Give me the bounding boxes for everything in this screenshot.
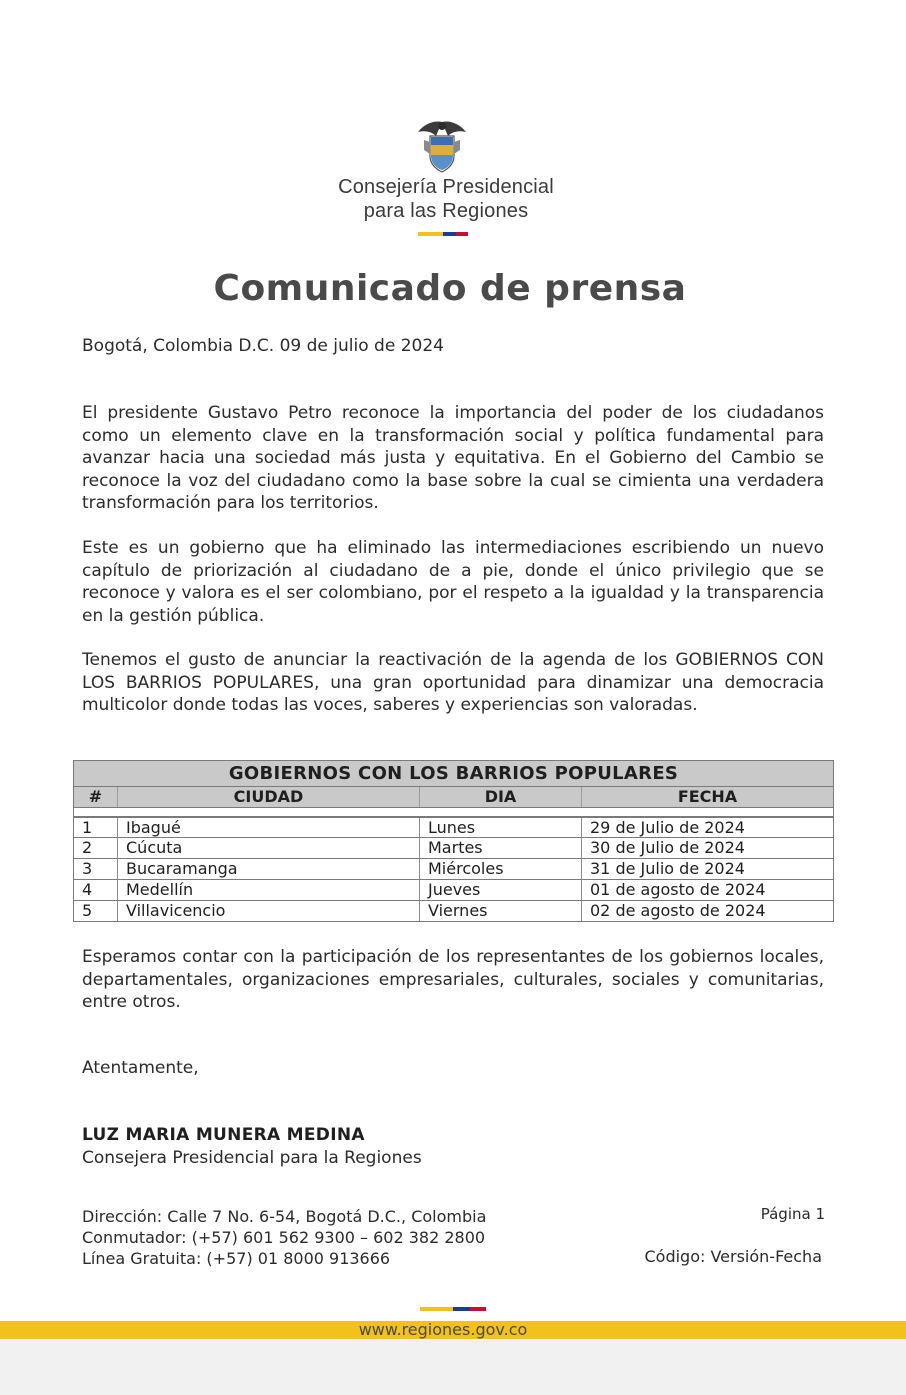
cell-number: 4 (74, 880, 118, 900)
cell-day: Viernes (420, 901, 582, 921)
header-city: CIUDAD (118, 787, 420, 807)
closing-salutation: Atentamente, (82, 1058, 199, 1078)
cell-city: Villavicencio (118, 901, 420, 921)
flag-stripe-top (418, 232, 468, 236)
paragraph-3: Tenemos el gusto de anunciar la reactivación de la agenda de los GOBIERNOS CON LOS BARRIOS POPULARES, una gran oportunidad para dinamizar una democracia multicolor donde todas las voces, saberes y experiencias son valoradas. (82, 650, 824, 715)
footer-toll-free: Línea Gratuita: (+57) 01 8000 913666 (82, 1249, 391, 1268)
table-spacer (73, 808, 834, 816)
cell-date: 30 de Julio de 2024 (590, 838, 745, 857)
table-row (73, 817, 834, 838)
header-date: FECHA (677, 787, 738, 806)
cell-city: Ibagué (118, 818, 420, 837)
signer-name: LUZ MARIA MUNERA MEDINA (82, 1125, 365, 1145)
document-code: Código: Versión-Fecha (644, 1247, 822, 1266)
cell-city: Bucaramanga (118, 859, 420, 879)
cell-number: 3 (74, 859, 118, 879)
cell-date: 02 de agosto de 2024 (590, 901, 766, 920)
cell-day: Miércoles (420, 859, 582, 879)
page-title: Comunicado de prensa (213, 268, 687, 309)
cell-number: 5 (74, 901, 118, 921)
table-header-row (73, 786, 834, 808)
website-link[interactable]: www.regiones.gov.co (358, 1320, 528, 1339)
cell-day: Lunes (420, 818, 582, 837)
table-row (73, 901, 834, 922)
screen-bottom-area (0, 1340, 906, 1395)
table-row (73, 880, 834, 901)
cell-day: Jueves (420, 880, 582, 900)
paragraph-4: Esperamos contar con la participación de los representantes de los gobiernos locales, departamentales, organizaciones empresariales, culturales, sociales y comunitarias, entre otros. (82, 947, 824, 1012)
table-row (73, 838, 834, 859)
cell-day: Martes (420, 838, 582, 858)
header-day: DIA (420, 787, 582, 807)
cell-city: Medellín (118, 880, 420, 900)
table-body (73, 816, 834, 922)
header-number: # (74, 787, 118, 807)
paragraph-2: Este es un gobierno que ha eliminado las intermediaciones escribiendo un nuevo capítulo de priorización al ciudadano de a pie, donde el único privilegio que se reconoce y valora es el ser colombiano, por el respeto a la igualdad y la transparencia en la gestión pública. (82, 538, 824, 626)
footer-switchboard: Conmutador: (+57) 601 562 9300 – 602 382 2800 (82, 1228, 486, 1247)
paragraph-1: El presidente Gustavo Petro reconoce la importancia del poder de los ciudadanos como un elemento clave en la transformación social y política fundamental para avanzar hacia una sociedad más justa y equitativa. En el Gobierno del Cambio se reconoce la voz del ciudadano como la base sobre la cual se cimienta una verdadera transformación para los territorios. (82, 403, 824, 513)
cell-date: 01 de agosto de 2024 (590, 880, 766, 899)
flag-stripe-bottom (420, 1307, 486, 1311)
footer-address: Dirección: Calle 7 No. 6-54, Bogotá D.C., Colombia (82, 1207, 487, 1226)
colombia-coat-of-arms-icon (416, 118, 468, 174)
org-name-line1: Consejería Presidencial (338, 176, 554, 198)
table-row (73, 859, 834, 880)
dateline: Bogotá, Colombia D.C. 09 de julio de 2024 (82, 336, 444, 356)
table-title: GOBIERNOS CON LOS BARRIOS POPULARES (73, 760, 834, 786)
footer-contact (82, 1206, 486, 1269)
cell-number: 1 (74, 818, 118, 837)
cell-date: 31 de Julio de 2024 (590, 859, 745, 878)
cell-date: 29 de Julio de 2024 (590, 818, 745, 837)
cell-number: 2 (74, 838, 118, 858)
signer-role: Consejera Presidencial para la Regiones (82, 1148, 422, 1168)
schedule-table (73, 760, 834, 922)
org-name-line2: para las Regiones (363, 200, 529, 222)
page-number: Página 1 (760, 1205, 825, 1223)
cell-city: Cúcuta (118, 838, 420, 858)
